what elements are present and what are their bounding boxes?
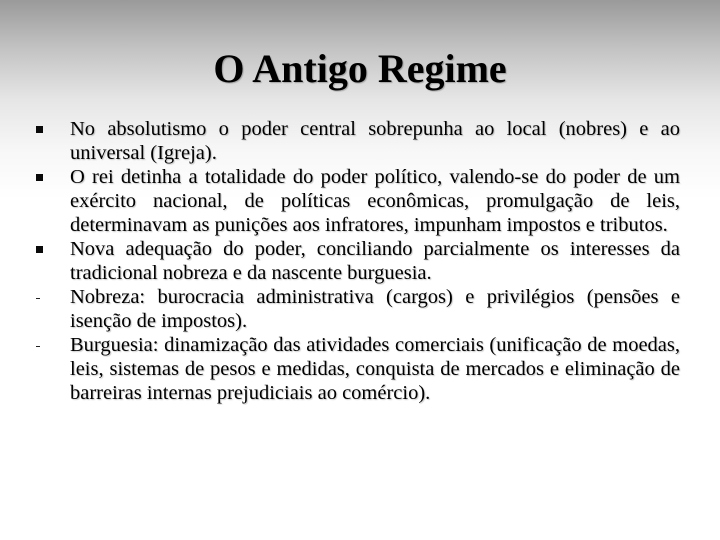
list-item (36, 237, 680, 285)
list-item (36, 117, 680, 165)
square-bullet-icon (36, 117, 56, 141)
list-item (36, 285, 680, 333)
list-item (36, 165, 680, 237)
square-bullet-icon (36, 165, 56, 189)
dash-bullet-icon (36, 333, 56, 357)
bullet-list (36, 117, 680, 405)
list-item-text: Burguesia: dinamização das atividades comerciais (unificação de moedas, leis, sistemas de pesos e medidas, conquista de mercados e eliminação de barreiras internas prejudiciais ao comércio). (70, 334, 680, 404)
list-item-text: Nobreza: burocracia administrativa (cargos) e privilégios (pensões e isenção de impostos). (70, 286, 680, 332)
list-item (36, 333, 680, 405)
square-bullet-icon (36, 237, 56, 261)
list-item-text: No absolutismo o poder central sobrepunha ao local (nobres) e ao universal (Igreja). (70, 118, 680, 164)
slide-title: O Antigo Regime (213, 46, 507, 91)
dash-bullet-icon (36, 285, 56, 309)
list-item-text: Nova adequação do poder, conciliando parcialmente os interesses da tradicional nobreza e da nascente burguesia. (70, 238, 680, 284)
list-item-text: O rei detinha a totalidade do poder político, valendo-se do poder de um exército nacional, de políticas econômicas, promulgação de leis, determinavam as punições aos infratores, impunham impostos e tributos. (70, 166, 680, 236)
